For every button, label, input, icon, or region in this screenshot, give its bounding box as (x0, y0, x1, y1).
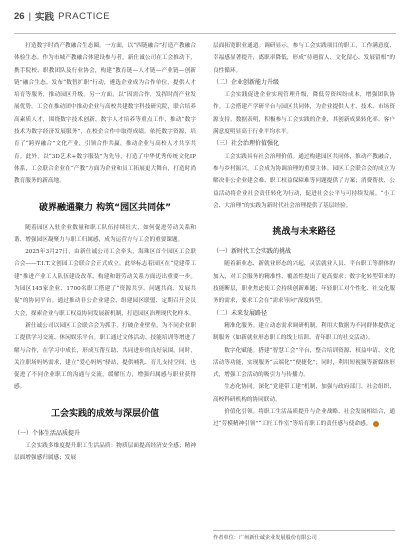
paragraph: 精准化服务。建立动态需求调研机制，利用大数据为不同群体提供定制服务（如新就业形态职工的线上培训、青年职工的社交活动）。 (213, 322, 395, 342)
subsection-heading: （一）个体生活品质提升 (14, 429, 81, 437)
paragraph: 数字化赋能。搭建“智慧工会”平台，整合培训资源、权益申请、文化活动等功能，实现服务“云端化”“便捷化”；同时，利用短视频等新媒体形式，增强工会活动的吸引力与传播力。 (213, 347, 395, 379)
section-title: 实践 (35, 12, 55, 23)
paragraph: 工会实践促进企业实现管理升级，降低劳资纠纷成本，增强团队协作。工会搭建产学研平台与园区共同体，为企业提供人才、技术、市场资源支持。数据表明，积极参与工会实践的企业，其创新成果转化率、客户满意度明显高于行业平均水平。 (213, 92, 395, 136)
page-header (14, 9, 396, 23)
paragraph: 工会实践具有社会治理价值。通过构建园区共同体，推动产教融合，参与乡村振兴，工会成为协调治理的重要主体。园区工会联合会的成立为解决非公企业建会难、职工权益保障难等问题提供了方案；消费帮扶、公益活动将企业社会责任转化为行动，促进社会公平与可持续发展。“小工会、大治理”的实践为新时代社会治理提供了基层经验。 (213, 153, 395, 209)
paragraph: 随着园区入驻企业数量和职工队伍持续壮大，如何促进劳动关系和谐、增强园区凝聚力与职工归属感，成为运营方与工会的重要课题。 (14, 224, 196, 243)
end-mark-icon (373, 421, 379, 427)
subsection-heading: （一）新时代工会实践的挑战 (213, 248, 292, 256)
section-title-en: PRACTICE (58, 10, 111, 22)
section-heading: 挑战与未来路径 (272, 227, 336, 238)
section-heading: 工会实践的成效与深层价值 (50, 408, 159, 419)
paragraph: 工会实践多维度提升职工生活品质：物质层面提高经济安全感；精神层面增强感归属感；发展 (14, 443, 196, 462)
header-separator: | (28, 10, 32, 22)
header-rule (14, 33, 396, 34)
subsection-heading: （二）企业创新能力升级 (213, 78, 280, 86)
paragraph-final (213, 406, 395, 431)
paragraph-text: 价值化引领。将职工生活品质提升与企业战略、社会发展相结合，通过“劳模精神引领”“工匠工作室”等培育职工的责任感与使命感。 (213, 409, 395, 428)
subsection-heading: （三）社会治理价值强化 (213, 140, 280, 148)
right-column (213, 40, 395, 431)
page-number: 26 (14, 10, 25, 22)
section-heading: 破界融通聚力 构筑“园区共同体” (39, 202, 171, 213)
paragraph: 层面拓宽职业通道。调研显示，参与工会实践项目的职工，工作满意度、幸福感显著提升，离职率降低，形成“待遇留人、文化留心、发展留根”的良性循环。 (213, 43, 395, 74)
subsection-heading: （二）未来发展路径 (213, 309, 268, 317)
author-affiliation: 作者单位：广州新仕诚企业发展股份有限公司 (213, 530, 395, 546)
paragraph: 生态化协同。深化“党建带工建”机制，加强与政府部门、社会组织、高校科研机构的协同联动。 (213, 384, 395, 403)
paragraph: 2025年3月27日，由新仕诚公司工会牵头，海珠区首个园区工会联合会——T.I.T.文创园工会联合会正式成立。此举标志着园区在“党建带工建”推进产业工人队伍建设改革、构建和谐劳动关系方面迈出重要一步。为园区145家企业、1700名职工搭建了“资源共享、问题共商、发展共促”的协同平台。通过推动非公企业建会、组建园区联盟、定期召开会员大会，探索企业与职工权益协同发展新机制，打造园区治理现代化样本。 (14, 249, 196, 317)
paragraph: 打造数字时尚产教融合生态圈。一方面，以“四链融合”打造产教融合体验生态。作为市城产教融合体建设参与者，新仕诚公司在工会推动下，携手院校、职教团队及行业协会，构建“教育链—人才链—产业链—创新链”融合生态。发布“数智扩职”行动，遴选企业成为合作单位，提供人才培育等服务，推动园区升级。另一方面，以“因需合作，发挥时尚产业发展优势。工会在推动团中推动企业与高校共建数字科技研究院，联合培养高素质人才，围绕数字技术创新、数字人才培养等重点工作，推动“数字技术为数字经济发展服务”，在校企合作中取得成绩。依托数字资源，培育了“跨界融合”文化产业，引领合作共赢，推动企业与高校人才共享共育。此外，以“3D艺术+数字服装”为先导，打造了中华优秀传统文化IP体系，工会联合企业在“产教”方面为企业和员工拓展更大舞台，打造时尚教育服务的新高地。 (14, 43, 196, 185)
paragraph: 新仕诚公司以园区工会联合会为抓手，打破企业壁垒，为不同企业职工提供学习交流、休闲娱乐平台。职工通过文体活动、技能培训等增进了解与合作，在学习中成长，形成互帮互助、共同进步的良好氛围。同时，关注职场妈妈需求，建立“爱心妈妈”驿站，提供哺乳、育儿支持空间，也促进了不同企业职工的沟通与交流，缓解压力，增强归属感与职业获得感。 (14, 322, 196, 391)
left-column (14, 40, 196, 465)
paragraph: 随着新业态、新就业形态的兴起，灵活就业人员、平台职工等群体的加入，对工会服务的精准性、覆盖性提出了更高要求；数字化转型带来的技能断层，职业焦虑使工会持续创新难题；年轻职工对个性化、社交化服务的需求，要求工会在“需求导向”深度转型。 (213, 261, 395, 305)
